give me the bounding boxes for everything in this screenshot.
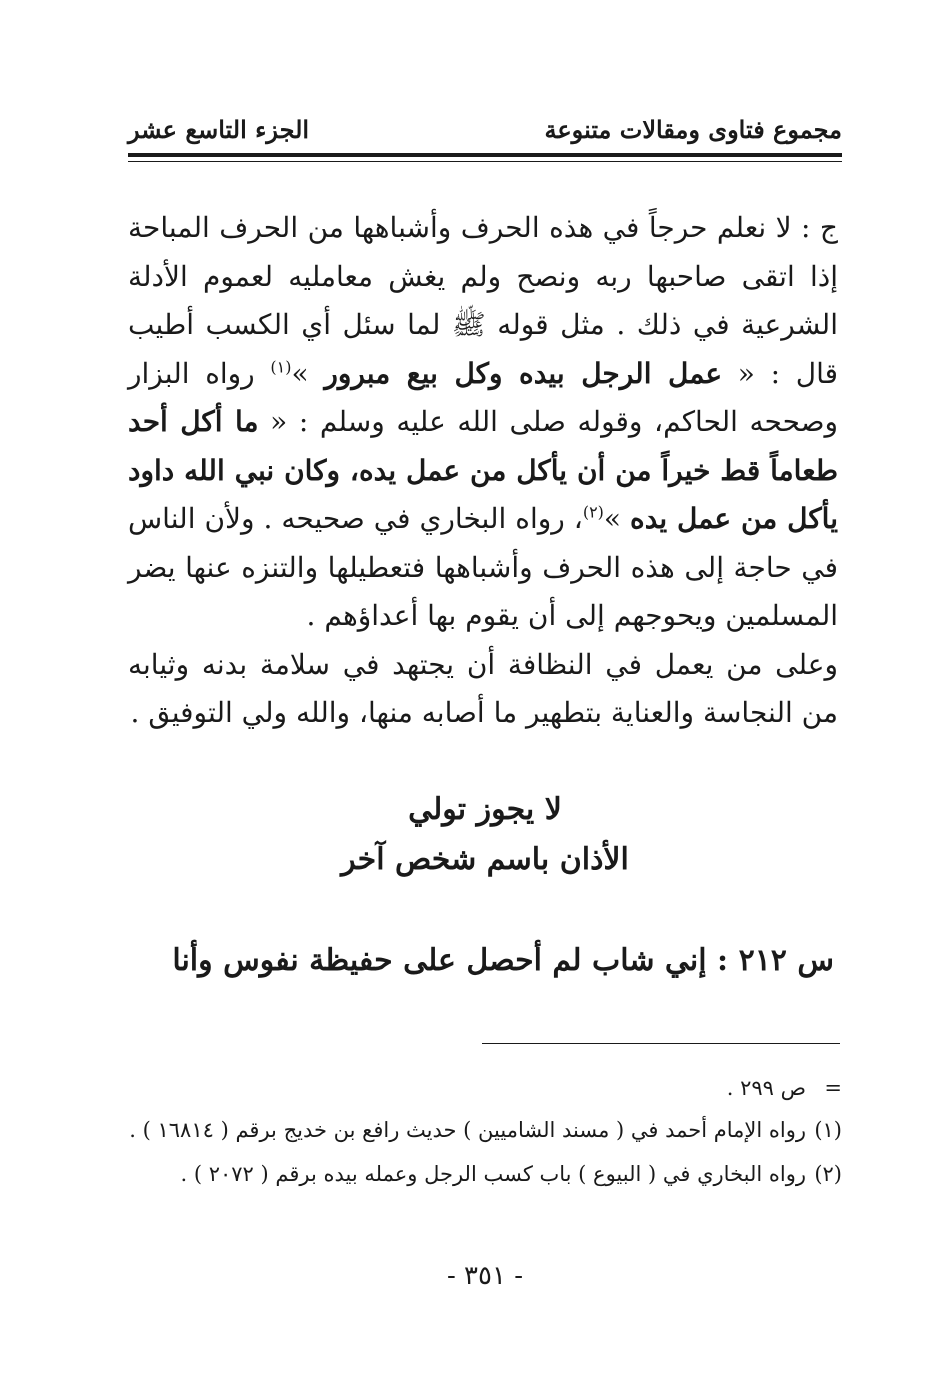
footnote-continuation-mark: =: [824, 1076, 842, 1100]
question-text: س ٢١٢ : إني شاب لم أحصل على حفيظة نفوس وأنا: [172, 943, 834, 978]
footnote-2-mark: (٢): [814, 1162, 842, 1186]
section-heading-line-2: الأذان باسم شخص آخر: [341, 842, 629, 877]
footnote-separator: [482, 1043, 840, 1044]
page-number: - ٣٥١ -: [446, 1261, 524, 1291]
answer-body: [128, 204, 838, 738]
section-heading-line-1: لا يجوز تولي: [408, 792, 562, 827]
quote-close-2: »: [603, 502, 631, 535]
footnote-2: [128, 1158, 842, 1190]
header-rule-thin: [128, 161, 842, 162]
hadith-quote-2: ما أكل أحد طعاماً قط خيراً من أن يأكل من عمل يده، وكان نبي الله داود يأكل من عمل يده: [128, 405, 838, 535]
quote-close-1: »: [291, 356, 325, 390]
answer-paragraph: [128, 204, 838, 641]
header-rule-thick: [128, 153, 842, 157]
closing-paragraph: وعلى من يعمل في النظافة أن يجتهد في سلامة بدنه وثيابه من النجاسة والعناية بتطهير ما أصابه منها، والله ولي التوفيق .: [128, 647, 838, 729]
footnote-ref-1: (١): [270, 357, 292, 377]
footnote-1: [128, 1114, 842, 1146]
footnote-continuation-text: ص ٢٩٩ .: [726, 1076, 806, 1100]
footnote-1-text: رواه الإمام أحمد في ( مسند الشاميين ) حديث رافع بن خديج برقم ( ١٦٨١٤ ) .: [129, 1118, 806, 1142]
footnote-1-mark: (١): [814, 1118, 842, 1142]
answer-text-a: ج : لا نعلم حرجاً في هذه الحرف وأشباهها من الحرف المباحة إذا اتقى صاحبها ربه ونصح ولم يغش معامليه لعموم الأدلة الشرعية في ذلك . مثل قوله ﷺ لما سئل أي الكسب أطيب قال : «: [128, 211, 839, 390]
footnote-2-text: رواه البخاري في ( البيوع ) باب كسب الرجل وعمله بيده برقم ( ٢٠٧٢ ) .: [180, 1162, 806, 1186]
footnote-continuation: [128, 1072, 842, 1104]
running-header: [128, 112, 842, 148]
volume-label: الجزء التاسع عشر: [128, 115, 310, 144]
hadith-quote-1: عمل الرجل بيده وكل بيع مبرور: [324, 356, 723, 390]
footnote-ref-2: (٢): [582, 502, 604, 522]
footnotes: [128, 1072, 842, 1190]
answer-text-c: رواه البزار وصححه الحاكم، وقوله صلى الله عليه وسلم : «: [128, 356, 838, 438]
book-title: مجموع فتاوى ومقالات متنوعة: [544, 115, 842, 144]
answer-text-e: ، رواه البخاري في صحيحه . ولأن الناس في حاجة إلى هذه الحرف وأشباهها فتعطيلها والتنزه عنها يضر المسلمين ويحوجهم إلى أن يقوم بها أعداؤهم .: [128, 502, 838, 632]
